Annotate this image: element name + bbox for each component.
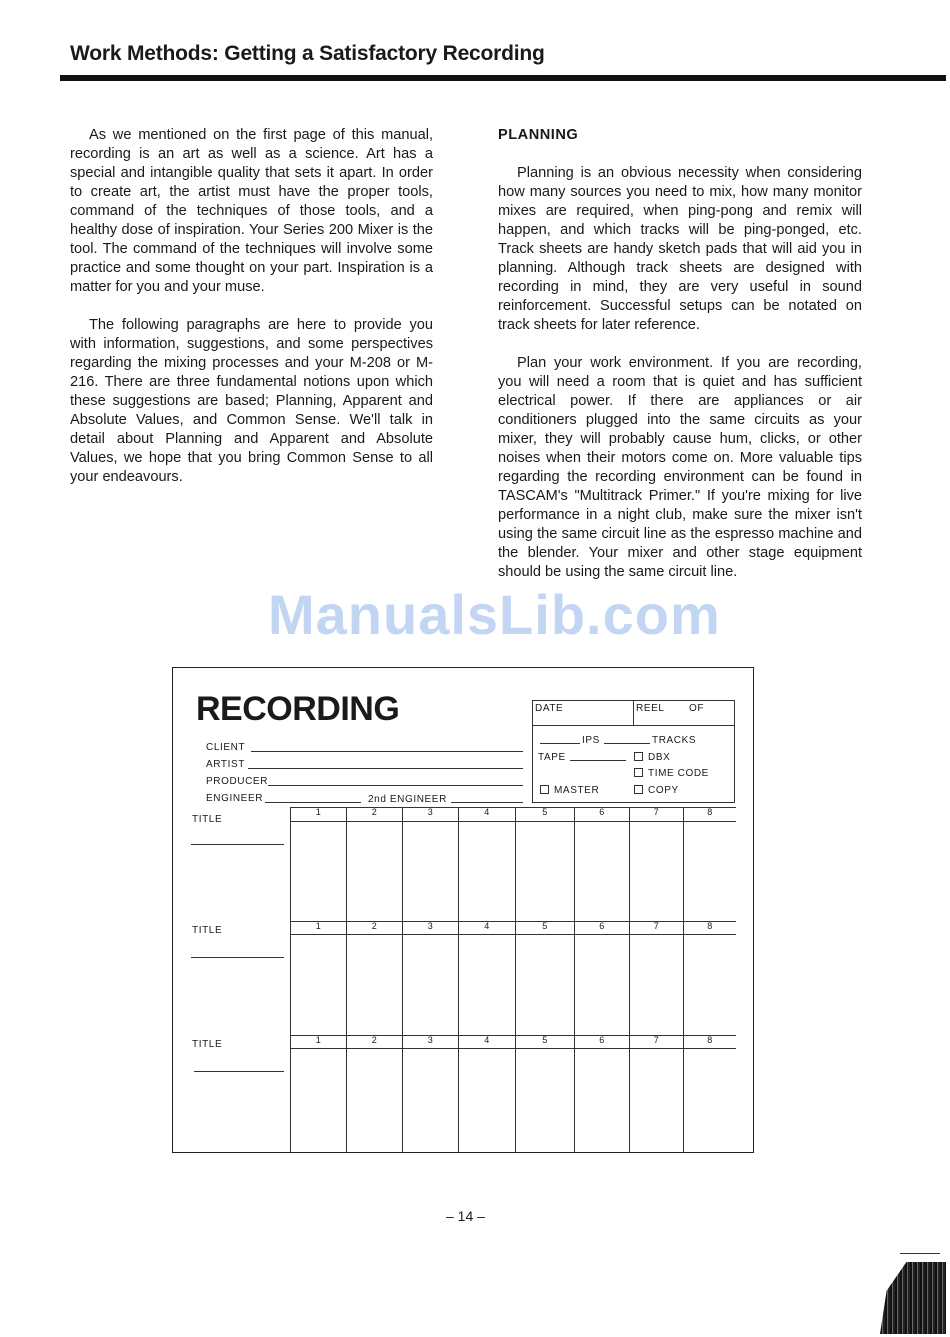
- reel-label: REEL: [636, 703, 665, 714]
- track-number: 1: [315, 921, 322, 931]
- page-number: – 14 –: [446, 1208, 485, 1224]
- time-code-checkbox[interactable]: [634, 768, 643, 777]
- track-number: 5: [542, 807, 548, 817]
- track-cell: [683, 807, 736, 921]
- track-cell: [290, 1035, 346, 1152]
- track-cell: [458, 807, 515, 921]
- song-title-line: [194, 1071, 284, 1072]
- track-cell: [402, 921, 458, 1035]
- artist-label: ARTIST: [206, 759, 245, 770]
- track-sheet-title: RECORDING: [196, 690, 400, 728]
- track-number: 4: [484, 921, 490, 931]
- track-cell: [458, 921, 515, 1035]
- track-number: 6: [599, 921, 605, 931]
- track-number: 6: [599, 807, 605, 817]
- track-cell: [515, 921, 574, 1035]
- date-label: DATE: [535, 703, 564, 714]
- track-number: 6: [599, 1035, 605, 1045]
- info-box-divider: [532, 725, 735, 726]
- master-label: MASTER: [554, 785, 600, 796]
- track-cell: [346, 921, 402, 1035]
- tracks-label: TRACKS: [652, 735, 697, 746]
- tape-label: TAPE: [538, 752, 566, 763]
- song-title-label: TITLE: [192, 814, 223, 825]
- track-cell: [290, 921, 346, 1035]
- track-cell: [574, 1035, 629, 1152]
- track-number: 4: [484, 807, 490, 817]
- track-number: 5: [542, 1035, 548, 1045]
- track-grid: [290, 921, 736, 1035]
- dbx-option[interactable]: [634, 752, 670, 763]
- track-cell: [629, 1035, 683, 1152]
- notions-paragraph: The following paragraphs are here to provide you with information, suggestions, and some perspectives regarding the mixing processes and your M-208 or M-216. There are three fundamental notions upon which these suggestions are based; Planning, Apparent and Absolute Values, and Common Sense. We'll talk in detail about Planning and Apparent and Absolute Values, we hope that you bring Common Sense to all your endeavours.: [70, 317, 433, 485]
- client-label: CLIENT: [206, 742, 246, 753]
- track-number: 7: [653, 807, 660, 817]
- track-number: 5: [542, 921, 548, 931]
- track-number: 8: [707, 1035, 713, 1045]
- song-title-label: TITLE: [192, 1039, 223, 1050]
- title-rule: [60, 75, 946, 81]
- track-number: 4: [484, 1035, 490, 1045]
- engineer-label: ENGINEER: [206, 793, 264, 804]
- track-cell: [402, 1035, 458, 1152]
- second-engineer-line: [451, 802, 523, 803]
- track-number: 8: [707, 807, 713, 817]
- tracks-line: [604, 743, 650, 744]
- track-number: 2: [371, 921, 378, 931]
- track-cell: [683, 1035, 736, 1152]
- track-cell: [629, 807, 683, 921]
- artist-line: [248, 768, 523, 769]
- scan-artifact: [880, 1262, 946, 1334]
- page-title: Work Methods: Getting a Satisfactory Recording: [70, 42, 545, 65]
- track-cell: [402, 807, 458, 921]
- planning-heading: PLANNING: [498, 127, 579, 143]
- tape-line: [570, 760, 626, 761]
- track-cell: [458, 1035, 515, 1152]
- left-column: [70, 126, 433, 506]
- ips-label: IPS: [582, 735, 600, 746]
- master-checkbox[interactable]: [540, 785, 549, 794]
- time-code-option[interactable]: [634, 768, 709, 779]
- track-number: 7: [653, 1035, 660, 1045]
- track-number: 1: [315, 807, 322, 817]
- track-cell: [683, 921, 736, 1035]
- time-code-label: TIME CODE: [648, 768, 709, 779]
- track-cell: [629, 921, 683, 1035]
- of-label: OF: [689, 703, 705, 714]
- track-cell: [290, 807, 346, 921]
- song-title-line: [191, 957, 284, 958]
- track-grid: [290, 807, 736, 921]
- track-number: 7: [653, 921, 660, 931]
- song-title-line: [191, 844, 284, 845]
- ips-line: [540, 743, 580, 744]
- track-number: 2: [371, 807, 378, 817]
- dbx-checkbox[interactable]: [634, 752, 643, 761]
- environment-paragraph: Plan your work environment. If you are recording, you will need a room that is quiet and has sufficient electrical power. If there are appliances or air conditioners plugged into the same circuits as your mixer, they will probably cause hum, clicks, or other noises when their motors come on. More valuable tips regarding the recording environment can be found in TASCAM's "Multitrack Primer." If you're mixing for live performance in a night club, make sure the mixer isn't using the same circuit line as the espresso machine and the blender. Your mixer and other stage equipment should be using the same circuit line.: [498, 355, 862, 580]
- producer-line: [268, 785, 523, 786]
- copy-checkbox[interactable]: [634, 785, 643, 794]
- second-engineer-label: 2nd ENGINEER: [368, 794, 447, 805]
- track-cell: [515, 1035, 574, 1152]
- dbx-label: DBX: [648, 752, 671, 763]
- track-number: 3: [427, 921, 434, 931]
- copy-label: COPY: [648, 785, 679, 796]
- right-column: [498, 126, 862, 601]
- track-cell: [346, 1035, 402, 1152]
- track-number: 3: [427, 1035, 434, 1045]
- track-number: 1: [315, 1035, 322, 1045]
- track-sheet: [172, 667, 754, 1153]
- master-option[interactable]: [540, 785, 599, 796]
- track-number: 8: [707, 921, 713, 931]
- track-cell: [346, 807, 402, 921]
- engineer-line: [265, 802, 361, 803]
- copy-option[interactable]: [634, 785, 679, 796]
- track-number: 2: [371, 1035, 378, 1045]
- planning-paragraph: Planning is an obvious necessity when considering how many sources you need to mix, how many monitor mixes are required, when ping-pong and remix will happen, and which tracks will be ping-ponged, etc. Track sheets are handy sketch pads that will aid you in planning. Although track sheets are designed with recording in mind, they are very useful in sound reinforcement. Successful setups can be notated on track sheets for later reference.: [498, 165, 862, 333]
- watermark: ManualsLib.com: [268, 583, 721, 646]
- song-title-label: TITLE: [192, 925, 223, 936]
- track-cell: [515, 807, 574, 921]
- client-line: [251, 751, 523, 752]
- scan-artifact-line: [900, 1253, 940, 1254]
- track-cell: [574, 807, 629, 921]
- track-cell: [574, 921, 629, 1035]
- producer-label: PRODUCER: [206, 776, 269, 787]
- reel-divider: [633, 700, 634, 725]
- track-number: 3: [427, 807, 434, 817]
- intro-paragraph: As we mentioned on the first page of this manual, recording is an art as well as a science. Art has a special and intangible quality that sets it apart. In order to create art, the artist must have the proper tools, command of the techniques of those tools, and a healthy dose of inspiration. Your Series 200 Mixer is the tool. The command of the techniques will involve some practice and some thought on your part. Inspiration is a matter for you and your muse.: [70, 127, 433, 295]
- track-grid: [290, 1035, 736, 1152]
